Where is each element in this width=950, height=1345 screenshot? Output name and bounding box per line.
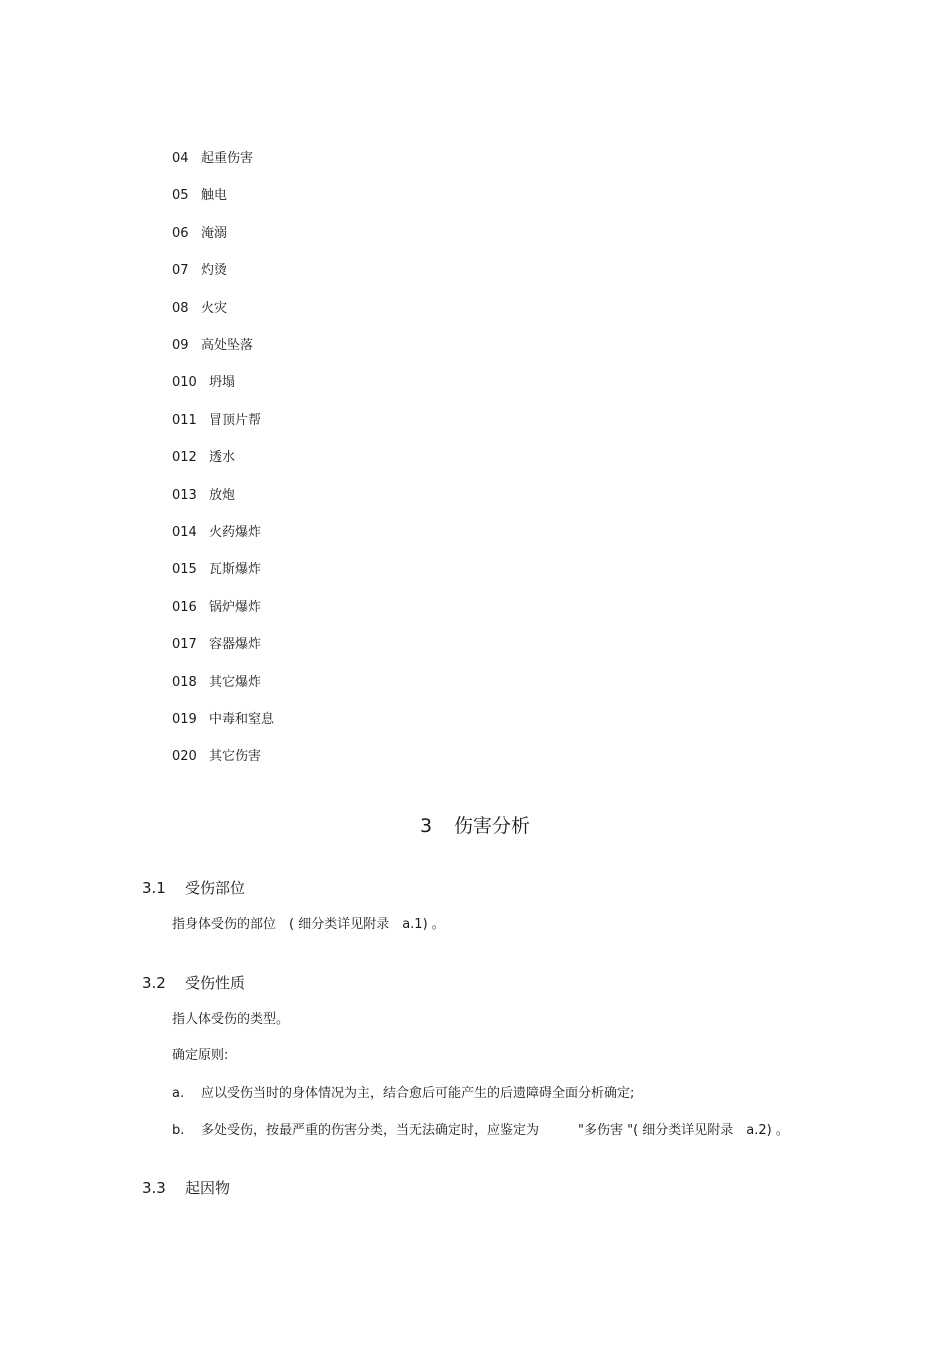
item-name: 淹溺 (201, 226, 228, 241)
item-name: 其它伤害 (209, 749, 262, 764)
list-item-a (172, 1086, 634, 1102)
list-item (172, 637, 261, 653)
item-code: 013 (172, 488, 197, 503)
item-name: 其它爆炸 (209, 675, 262, 690)
list-item (172, 188, 227, 204)
item-name: 起重伤害 (201, 151, 254, 166)
list-item (172, 151, 253, 167)
list-item (172, 375, 235, 391)
item-code: 06 (172, 226, 189, 241)
item-code: 010 (172, 375, 197, 390)
subsection-title: 起因物 (185, 1179, 231, 1197)
item-name: 坍塌 (209, 375, 236, 390)
item-code: 020 (172, 749, 197, 764)
item-name: 高处坠落 (201, 338, 254, 353)
item-name: 锅炉爆炸 (209, 600, 262, 615)
list-item-b (172, 1123, 789, 1139)
item-name: 中毒和窒息 (209, 712, 275, 727)
item-code: 09 (172, 338, 189, 353)
subsection-title: 受伤性质 (185, 974, 246, 992)
item-text: 多处受伤，按最严重的伤害分类，当无法确定时，应鉴定为 "多伤害 "( 细分类详见附录 a.2) 。 (201, 1123, 789, 1138)
item-name: 放炮 (209, 488, 236, 503)
paragraph-injury-nature: 指人体受伤的类型。 (172, 1012, 290, 1027)
section-number: 3 (419, 815, 433, 837)
list-item (172, 338, 253, 354)
item-name: 火药爆炸 (209, 525, 262, 540)
list-item (172, 675, 261, 691)
list-item (172, 600, 261, 616)
item-code: 018 (172, 675, 197, 690)
list-item (172, 488, 235, 504)
item-code: 05 (172, 188, 189, 203)
item-text: 应以受伤当时的身体情况为主，结合愈后可能产生的后遗障碍全面分析确定; (201, 1086, 635, 1101)
list-item (172, 562, 261, 578)
item-name: 冒顶片帮 (209, 413, 262, 428)
paragraph-principle: 确定原则: (172, 1048, 229, 1063)
subsection-number: 3.2 (142, 974, 166, 992)
list-item (172, 712, 274, 728)
section-heading (0, 815, 950, 837)
item-name: 触电 (201, 188, 228, 203)
item-name: 火灾 (201, 301, 228, 316)
subsection-number: 3.3 (142, 1179, 166, 1197)
item-code: 017 (172, 637, 197, 652)
item-marker: b. (172, 1123, 185, 1138)
section-title: 伤害分析 (454, 815, 531, 837)
list-item (172, 413, 261, 429)
item-code: 04 (172, 151, 189, 166)
subsection-number: 3.1 (142, 879, 166, 897)
list-item (172, 263, 227, 279)
item-name: 透水 (209, 450, 236, 465)
item-code: 08 (172, 301, 189, 316)
item-name: 灼烫 (201, 263, 228, 278)
item-code: 012 (172, 450, 197, 465)
item-code: 07 (172, 263, 189, 278)
subsection-heading-3-1 (142, 879, 245, 897)
paragraph-body-part: 指身体受伤的部位 ( 细分类详见附录 a.1) 。 (172, 917, 445, 932)
item-marker: a. (172, 1086, 185, 1101)
item-code: 014 (172, 525, 197, 540)
list-item (172, 749, 261, 765)
item-code: 011 (172, 413, 197, 428)
list-item (172, 301, 227, 317)
item-code: 016 (172, 600, 197, 615)
item-code: 019 (172, 712, 197, 727)
list-item (172, 226, 227, 242)
subsection-heading-3-2 (142, 974, 245, 992)
list-item (172, 450, 235, 466)
subsection-heading-3-3 (142, 1179, 230, 1197)
item-name: 瓦斯爆炸 (209, 562, 262, 577)
item-code: 015 (172, 562, 197, 577)
list-item (172, 525, 261, 541)
item-name: 容器爆炸 (209, 637, 262, 652)
subsection-title: 受伤部位 (185, 879, 246, 897)
